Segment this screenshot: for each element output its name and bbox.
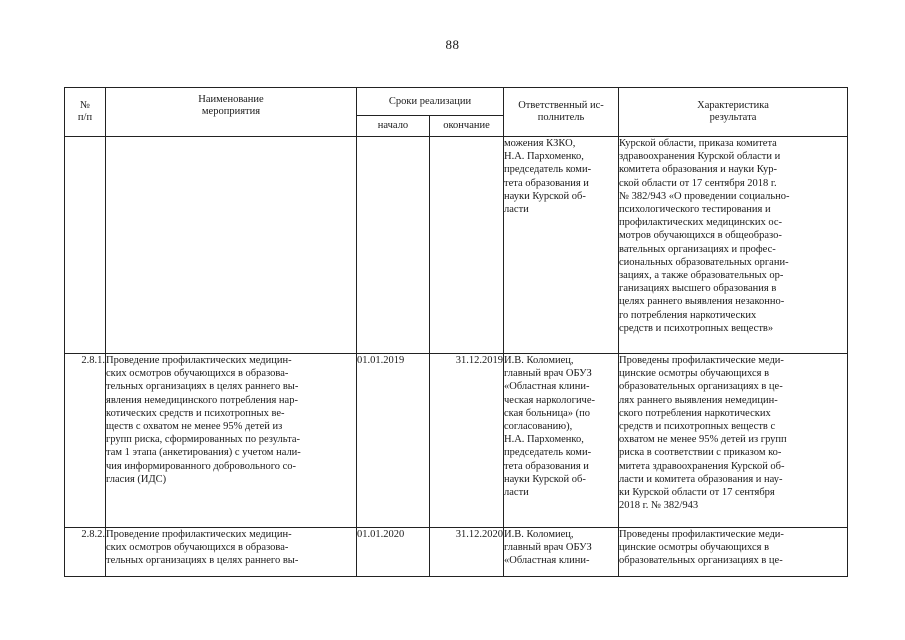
text-line: ских осмотров обучающихся в образова- <box>106 542 289 554</box>
text-line: психологического тестирования и <box>619 204 771 216</box>
text-line: профилактических медицинских ос- <box>619 217 782 229</box>
text-line: Проведение профилактических медицин- <box>106 529 292 540</box>
text-line: котических средств и психотропных ве- <box>106 407 285 419</box>
text-line: Проведение профилактических медицин- <box>106 355 292 366</box>
measures-table <box>64 87 848 577</box>
row-responsible <box>504 137 619 354</box>
text-line: ганизациях высшего образования в <box>619 283 777 295</box>
text-line: главный врач ОБУЗ <box>504 368 592 380</box>
text-line: средств и психотропных веществ с <box>619 421 776 433</box>
row-responsible <box>504 354 619 528</box>
header-num-text: № п/п <box>77 100 93 123</box>
header-name <box>106 88 357 137</box>
row-name <box>106 137 357 354</box>
text-line: образовательных организациях в це- <box>619 555 783 567</box>
text-line: комитета образования и науки Кур- <box>619 164 777 176</box>
header-start <box>357 116 430 137</box>
table-row <box>65 528 848 577</box>
text-line: охватом не менее 95% детей из групп <box>619 434 787 446</box>
text-line: науки Курской об- <box>504 190 586 202</box>
text-line: групп риска, сформированных по результа- <box>106 434 301 446</box>
row-start: 01.01.2019 <box>357 354 430 528</box>
text-line: ского потребления наркотических <box>619 407 771 419</box>
text-line: тельных организациях в целях раннего вы- <box>106 381 299 393</box>
row-end: 31.12.2020 <box>430 528 504 577</box>
text-line: образовательных организациях в це- <box>619 381 783 393</box>
row-start: 01.01.2020 <box>357 528 430 577</box>
row-num <box>65 137 106 354</box>
text-line: тельных организациях в целях раннего вы- <box>106 555 299 567</box>
page-number: 88 <box>445 37 460 52</box>
header-terms-text: Сроки реализации <box>388 95 472 107</box>
text-line: зациях, а также образовательных ор- <box>619 270 784 282</box>
text-line: митета здравоохранения Курской об- <box>619 460 785 472</box>
header-responsible-text: Ответственный ис- полнитель <box>518 100 604 123</box>
text-line: ской области от 17 сентября 2018 г. <box>619 177 777 189</box>
text-line: ская больница» (по <box>504 407 590 419</box>
row-result <box>619 354 848 528</box>
row-start <box>357 137 430 354</box>
text-line: ки Курской области от 17 сентября <box>619 487 775 499</box>
text-line: мотров обучающихся в общеобразо- <box>619 230 782 242</box>
header-terms <box>357 88 504 116</box>
text-line: там 1 этапа (анкетирования) с учетом нали- <box>106 447 301 459</box>
text-line: Проведены профилактические меди- <box>619 529 784 540</box>
text-line: председатель коми- <box>504 164 592 176</box>
text-line: Н.А. Пархоменко, <box>504 151 584 163</box>
text-line: науки Курской об- <box>504 473 586 485</box>
row-result <box>619 528 848 577</box>
header-end-text: окончание <box>443 120 490 131</box>
header-start-text: начало <box>377 120 409 131</box>
header-name-text: Наименование мероприятия <box>198 94 264 117</box>
text-line: ществ с охватом не менее 95% детей из <box>106 421 283 433</box>
text-line: № 382/943 «О проведении социально- <box>619 190 790 202</box>
text-line: ческая наркологиче- <box>504 394 595 406</box>
text-line: целях раннего выявления незаконно- <box>619 296 785 308</box>
text-line: 2018 г. № 382/943 <box>619 500 699 512</box>
text-line: ласти <box>504 204 529 216</box>
text-line: Проведены профилактические меди- <box>619 355 784 366</box>
row-responsible <box>504 528 619 577</box>
text-line: ласти <box>504 487 529 499</box>
text-line: И.В. Коломиец, <box>504 529 574 540</box>
text-line: главный врач ОБУЗ <box>504 542 592 554</box>
text-line: «Областная клини- <box>504 381 590 393</box>
row-num: 2.8.1. <box>65 354 106 528</box>
text-line: согласованию), <box>504 421 573 433</box>
row-name <box>106 354 357 528</box>
row-num: 2.8.2. <box>65 528 106 577</box>
row-end <box>430 137 504 354</box>
header-result-text: Характеристика результата <box>697 100 769 123</box>
header-num <box>65 88 106 137</box>
row-result <box>619 137 848 354</box>
text-line: риска в соответствии с приказом ко- <box>619 447 782 459</box>
table-row <box>65 137 848 354</box>
text-line: явления немедицинского потребления нар- <box>106 394 298 406</box>
text-line: тета образования и <box>504 177 589 189</box>
text-line: «Областная клини- <box>504 555 590 567</box>
text-line: тета образования и <box>504 460 589 472</box>
header-result <box>619 88 848 137</box>
text-line: вательных организациях и профес- <box>619 243 776 255</box>
text-line: го потребления наркотических <box>619 309 757 321</box>
text-line: цинские осмотры обучающихся в <box>619 542 770 554</box>
text-line: можения КЗКО, <box>504 138 576 149</box>
text-line: ских осмотров обучающихся в образова- <box>106 368 289 380</box>
text-line: Н.А. Пархоменко, <box>504 434 584 446</box>
text-line: цинские осмотры обучающихся в <box>619 368 770 380</box>
text-line: средств и психотропных веществ» <box>619 322 774 334</box>
row-name <box>106 528 357 577</box>
row-end: 31.12.2019 <box>430 354 504 528</box>
text-line: лях раннего выявления немедицин- <box>619 394 778 406</box>
text-line: ласти и комитета образования и нау- <box>619 473 783 485</box>
header-end <box>430 116 504 137</box>
text-line: сиональных образовательных органи- <box>619 256 789 268</box>
text-line: Курской области, приказа комитета <box>619 138 777 149</box>
table-row <box>65 354 848 528</box>
text-line: гласия (ИДС) <box>106 473 167 485</box>
text-line: здравоохранения Курской области и <box>619 151 781 163</box>
text-line: председатель коми- <box>504 447 592 459</box>
header-responsible <box>504 88 619 137</box>
text-line: И.В. Коломиец, <box>504 355 574 366</box>
text-line: чия информированного добровольного со- <box>106 460 297 472</box>
